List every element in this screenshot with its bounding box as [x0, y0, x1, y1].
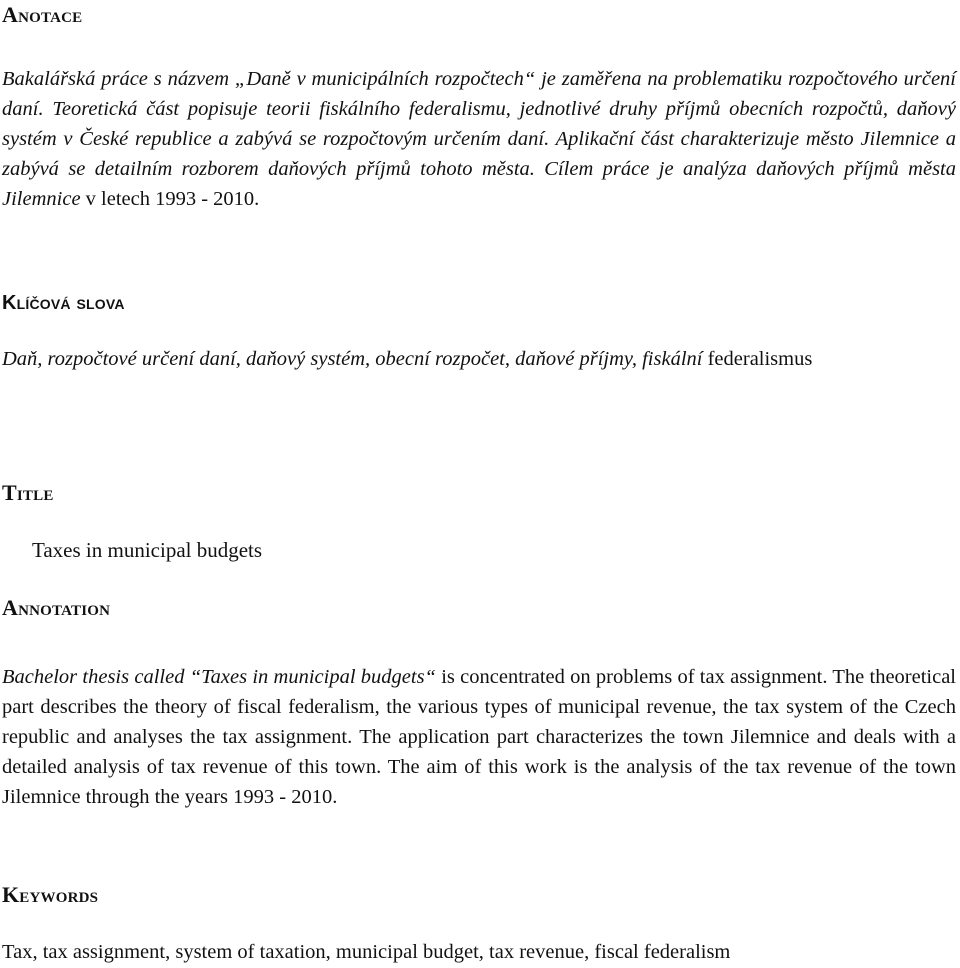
- keywords-text: Tax, tax assignment, system of taxation, municipal budget, tax revenue, fiscal federalism: [2, 941, 731, 963]
- klicova-slova-italic: Daň, rozpočtové určení daní, daňový systém, obecní rozpočet, daňové příjmy, fiskální: [2, 348, 703, 370]
- klicova-slova-heading: Klíčová slova: [2, 292, 125, 314]
- keywords-heading: Keywords: [2, 882, 99, 907]
- anotace-text-italic: Bakalářská práce s názvem „Daně v municipálních rozpočtech“ je zaměřena na problematiku rozpočtového určení daní. Teoretická část popisuje teorii fiskálního federalismu, jednotlivé druhy příjmů obecních rozpočtů, daňový systém v České republice a zabývá se rozpočtovým určením daní. Aplikační část charakterizuje město Jilemnice a zabývá se detailním rozborem daňových příjmů tohoto města. Cílem práce je analýza daňových příjmů města Jilemnice: [2, 68, 956, 210]
- annotation-text-plain: is concentrated on problems of tax assignment. The theoretical part describes the theory of fiscal federalism, the various types of municipal revenue, the tax system of the Czech republic and analyses the tax assignment. The application part characterizes the town Jilemnice and deals with a detailed analysis of tax revenue of this town. The aim of this work is the analysis of the tax revenue of the town Jilemnice through the years 1993 - 2010.: [2, 666, 957, 808]
- title-heading: Title: [2, 480, 54, 505]
- annotation-text-italic: Bachelor thesis called “Taxes in municipal budgets“: [2, 666, 436, 688]
- klicova-slova-plain: federalismus: [702, 348, 813, 370]
- thesis-title: Taxes in municipal budgets: [32, 538, 263, 562]
- anotace-text-plain: v letech 1993 - 2010.: [80, 188, 260, 210]
- annotation-heading: Annotation: [2, 595, 111, 620]
- anotace-heading: Anotace: [2, 2, 83, 27]
- annotation-text: [2, 662, 956, 812]
- anotace-text: [2, 64, 956, 214]
- klicova-slova-text: [2, 344, 956, 374]
